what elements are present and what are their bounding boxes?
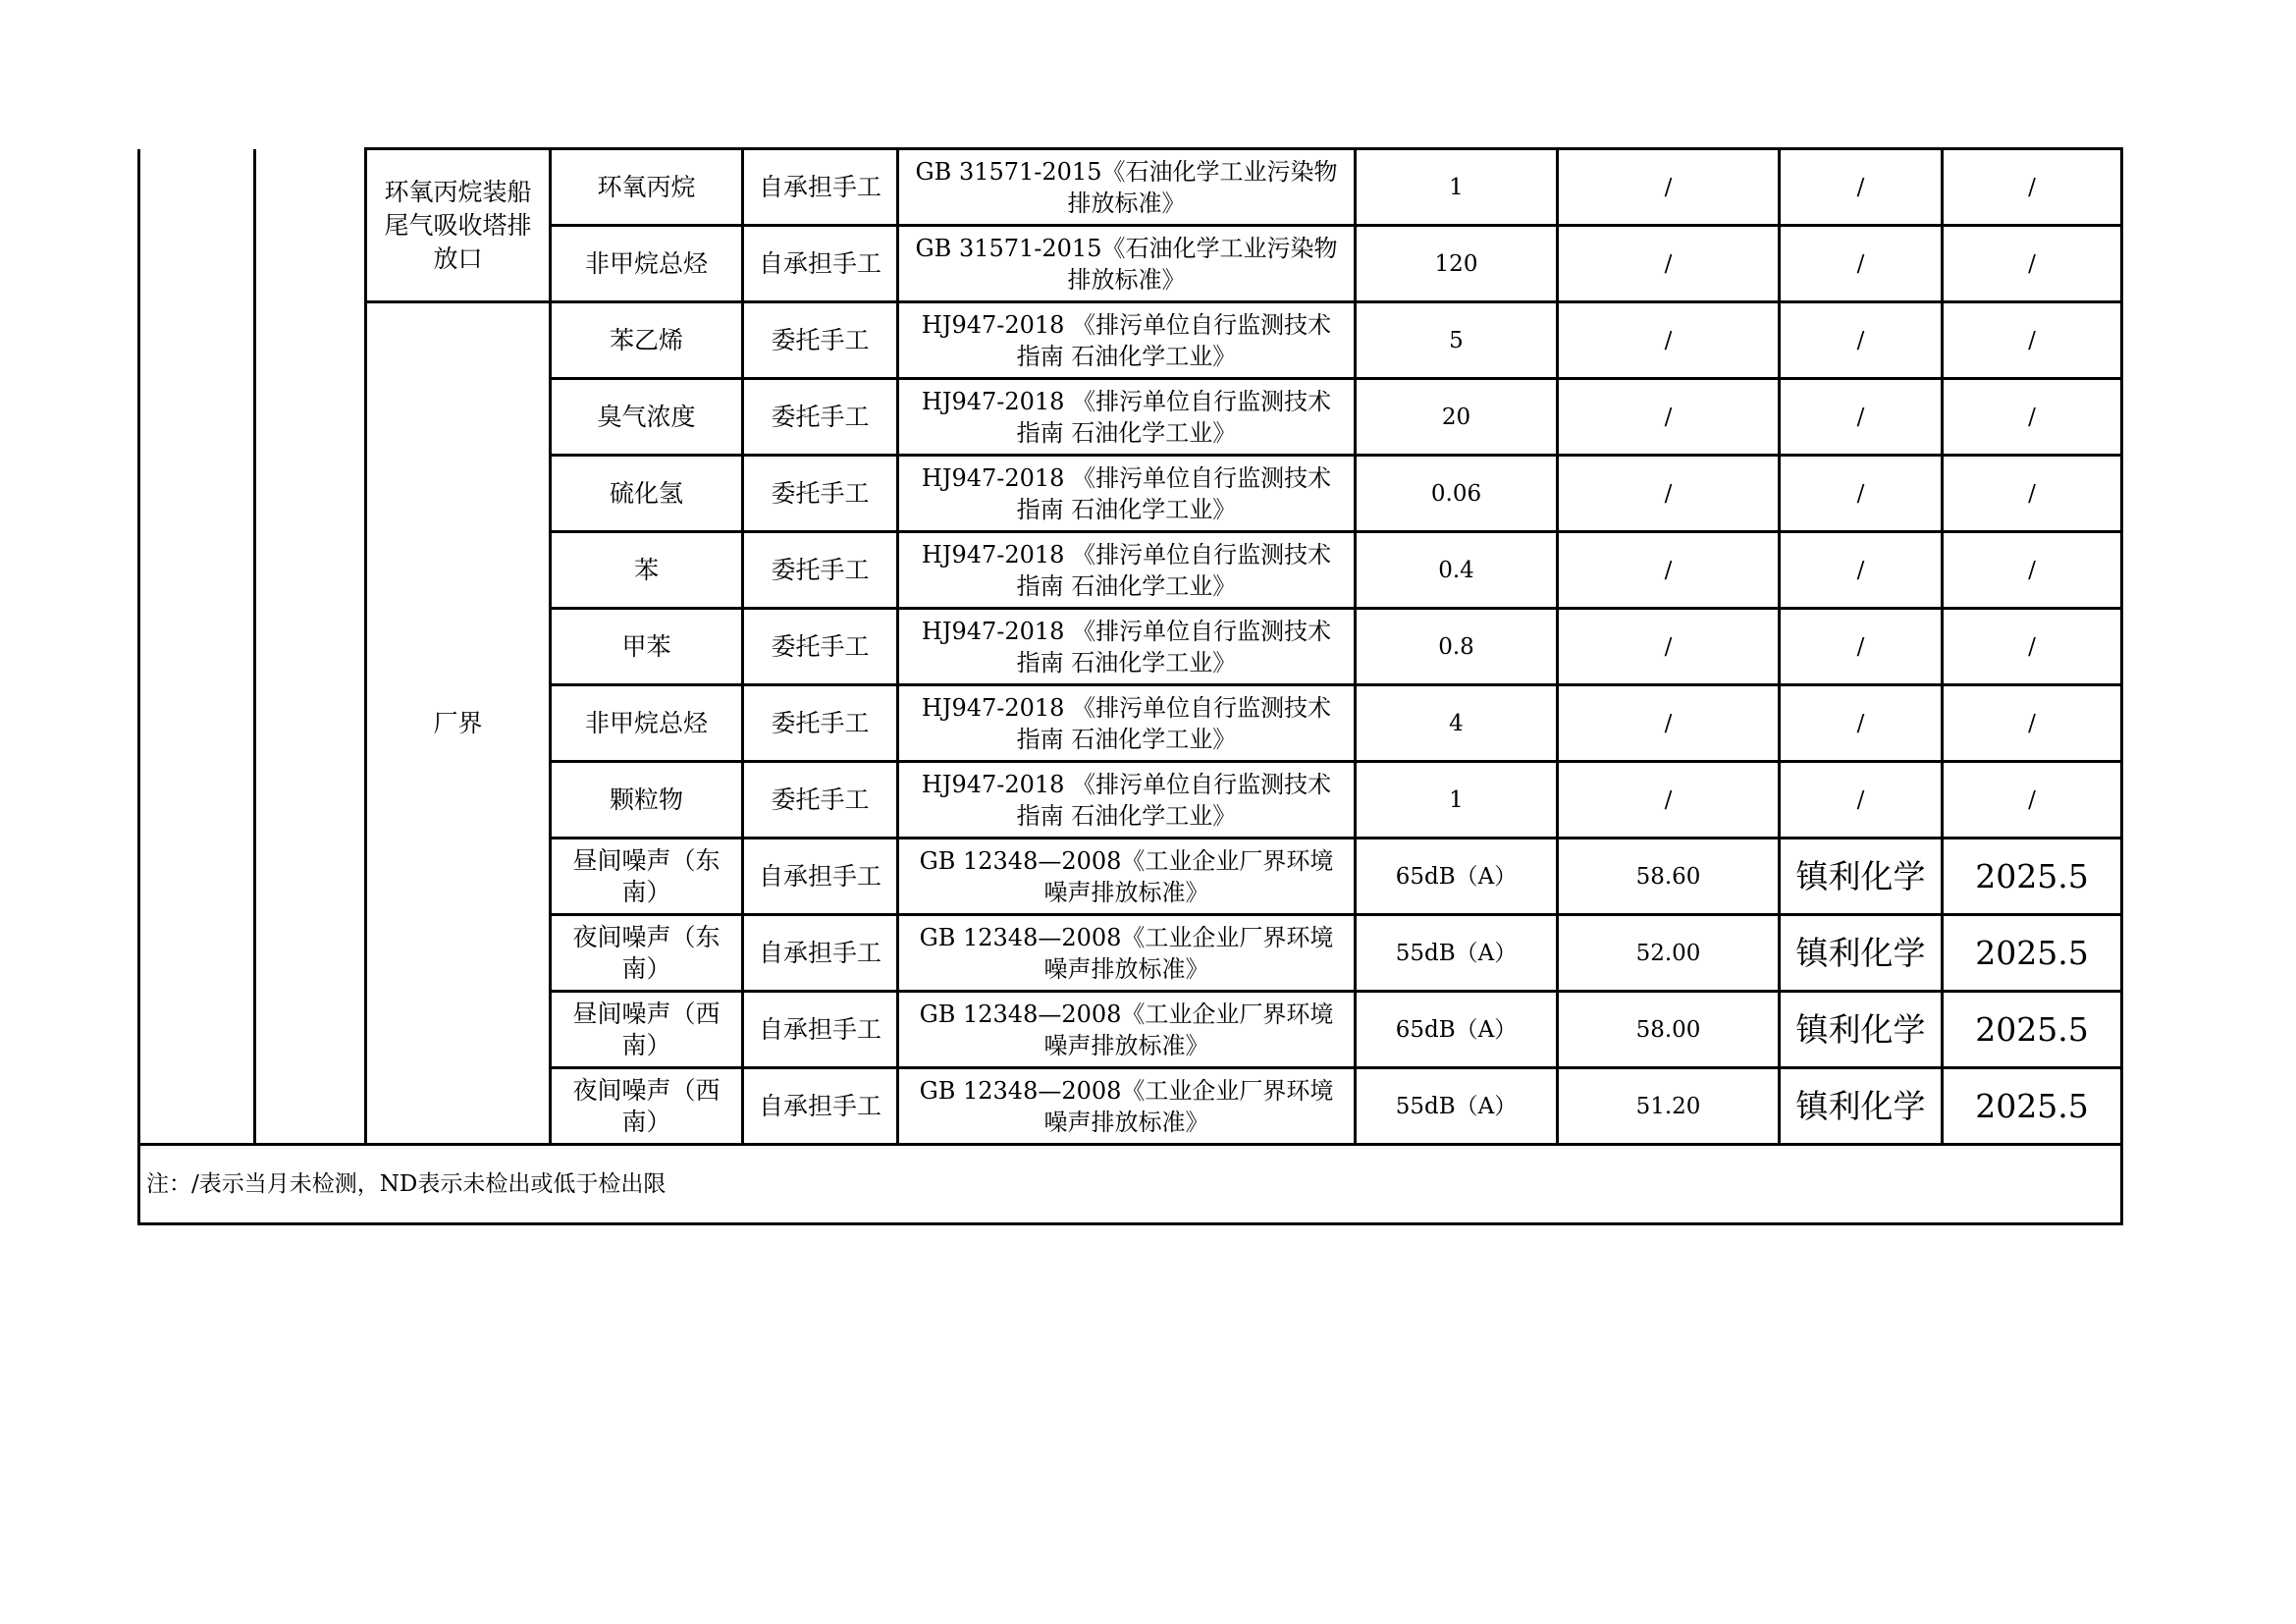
table-row (139, 149, 2122, 226)
item-cell: 颗粒物 (551, 762, 743, 839)
unit-cell: / (1780, 762, 1943, 839)
unit-cell: 镇利化学 (1780, 915, 1943, 992)
limit-cell: 65dB（A） (1356, 992, 1558, 1068)
result-cell: / (1558, 456, 1780, 532)
continued-blank-cell (139, 149, 255, 1145)
limit-cell: 0.8 (1356, 609, 1558, 685)
date-cell: / (1943, 149, 2122, 226)
result-cell: / (1558, 379, 1780, 456)
date-cell: 2025.5 (1943, 1068, 2122, 1145)
item-cell: 苯 (551, 532, 743, 609)
item-cell: 环氧丙烷 (551, 149, 743, 226)
limit-cell: 55dB（A） (1356, 915, 1558, 992)
limit-cell: 1 (1356, 762, 1558, 839)
unit-cell: 镇利化学 (1780, 992, 1943, 1068)
limit-cell: 120 (1356, 226, 1558, 302)
method-cell: 委托手工 (743, 532, 898, 609)
method-cell: 自承担手工 (743, 226, 898, 302)
standard-cell: GB 31571-2015《石油化学工业污染物 排放标准》 (898, 226, 1356, 302)
date-cell: / (1943, 609, 2122, 685)
date-cell: 2025.5 (1943, 839, 2122, 915)
result-cell: 52.00 (1558, 915, 1780, 992)
method-cell: 委托手工 (743, 685, 898, 762)
date-cell: / (1943, 685, 2122, 762)
limit-cell: 0.06 (1356, 456, 1558, 532)
result-cell: 58.60 (1558, 839, 1780, 915)
standard-cell: HJ947-2018 《排污单位自行监测技术 指南 石油化学工业》 (898, 302, 1356, 379)
standard-cell: GB 12348—2008《工业企业厂界环境 噪声排放标准》 (898, 839, 1356, 915)
monitoring-table (137, 147, 2123, 1225)
limit-cell: 55dB（A） (1356, 1068, 1558, 1145)
standard-cell: HJ947-2018 《排污单位自行监测技术 指南 石油化学工业》 (898, 379, 1356, 456)
item-cell: 昼间噪声（西 南） (551, 992, 743, 1068)
date-cell: / (1943, 532, 2122, 609)
date-cell: / (1943, 379, 2122, 456)
method-cell: 自承担手工 (743, 149, 898, 226)
method-cell: 委托手工 (743, 379, 898, 456)
standard-cell: GB 12348—2008《工业企业厂界环境 噪声排放标准》 (898, 915, 1356, 992)
unit-cell: 镇利化学 (1780, 839, 1943, 915)
method-cell: 委托手工 (743, 302, 898, 379)
item-cell: 夜间噪声（东 南） (551, 915, 743, 992)
limit-cell: 65dB（A） (1356, 839, 1558, 915)
method-cell: 自承担手工 (743, 839, 898, 915)
standard-cell: GB 31571-2015《石油化学工业污染物 排放标准》 (898, 149, 1356, 226)
unit-cell: / (1780, 149, 1943, 226)
footnote: 注：/表示当月未检测，ND表示未检出或低于检出限 (139, 1145, 2122, 1224)
result-cell: 58.00 (1558, 992, 1780, 1068)
unit-cell: / (1780, 302, 1943, 379)
item-cell: 非甲烷总烃 (551, 226, 743, 302)
continued-blank-cell (255, 149, 366, 1145)
limit-cell: 4 (1356, 685, 1558, 762)
unit-cell: 镇利化学 (1780, 1068, 1943, 1145)
item-cell: 臭气浓度 (551, 379, 743, 456)
unit-cell: / (1780, 609, 1943, 685)
method-cell: 委托手工 (743, 609, 898, 685)
unit-cell: / (1780, 226, 1943, 302)
result-cell: / (1558, 532, 1780, 609)
limit-cell: 20 (1356, 379, 1558, 456)
unit-cell: / (1780, 532, 1943, 609)
item-cell: 昼间噪声（东 南） (551, 839, 743, 915)
item-cell: 甲苯 (551, 609, 743, 685)
result-cell: / (1558, 226, 1780, 302)
result-cell: 51.20 (1558, 1068, 1780, 1145)
outlet-cell: 环氧丙烷装船尾气吸收塔排放口 (366, 149, 551, 302)
method-cell: 自承担手工 (743, 1068, 898, 1145)
item-cell: 非甲烷总烃 (551, 685, 743, 762)
date-cell: / (1943, 302, 2122, 379)
date-cell: 2025.5 (1943, 992, 2122, 1068)
unit-cell: / (1780, 456, 1943, 532)
unit-cell: / (1780, 685, 1943, 762)
standard-cell: HJ947-2018 《排污单位自行监测技术 指南 石油化学工业》 (898, 456, 1356, 532)
result-cell: / (1558, 762, 1780, 839)
limit-cell: 5 (1356, 302, 1558, 379)
standard-cell: HJ947-2018 《排污单位自行监测技术 指南 石油化学工业》 (898, 762, 1356, 839)
result-cell: / (1558, 149, 1780, 226)
standard-cell: HJ947-2018 《排污单位自行监测技术 指南 石油化学工业》 (898, 532, 1356, 609)
standard-cell: HJ947-2018 《排污单位自行监测技术 指南 石油化学工业》 (898, 609, 1356, 685)
date-cell: / (1943, 762, 2122, 839)
limit-cell: 0.4 (1356, 532, 1558, 609)
method-cell: 委托手工 (743, 456, 898, 532)
result-cell: / (1558, 685, 1780, 762)
table-row (139, 302, 2122, 379)
date-cell: / (1943, 456, 2122, 532)
item-cell: 夜间噪声（西 南） (551, 1068, 743, 1145)
method-cell: 委托手工 (743, 762, 898, 839)
outlet-cell: 厂界 (366, 302, 551, 1145)
item-cell: 苯乙烯 (551, 302, 743, 379)
standard-cell: GB 12348—2008《工业企业厂界环境 噪声排放标准》 (898, 1068, 1356, 1145)
date-cell: / (1943, 226, 2122, 302)
item-cell: 硫化氢 (551, 456, 743, 532)
standard-cell: HJ947-2018 《排污单位自行监测技术 指南 石油化学工业》 (898, 685, 1356, 762)
result-cell: / (1558, 609, 1780, 685)
method-cell: 自承担手工 (743, 992, 898, 1068)
result-cell: / (1558, 302, 1780, 379)
limit-cell: 1 (1356, 149, 1558, 226)
unit-cell: / (1780, 379, 1943, 456)
standard-cell: GB 12348—2008《工业企业厂界环境 噪声排放标准》 (898, 992, 1356, 1068)
date-cell: 2025.5 (1943, 915, 2122, 992)
method-cell: 自承担手工 (743, 915, 898, 992)
